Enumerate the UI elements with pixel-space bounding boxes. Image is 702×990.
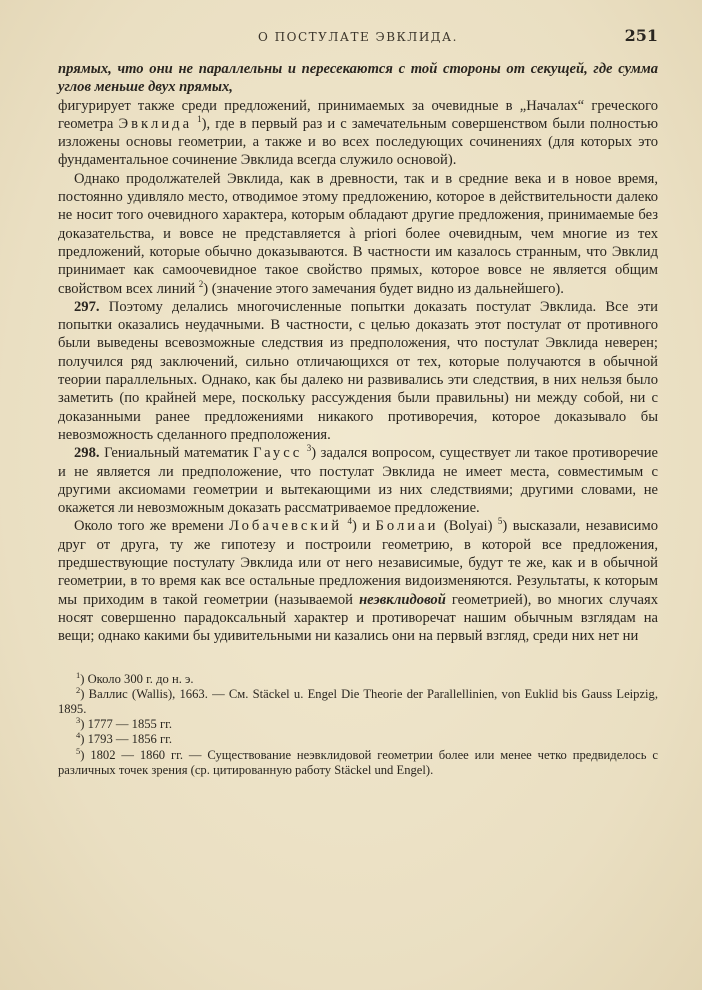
italic-lead: прямых, что они не параллельны и пересекаются с той стороны от секущей, где сумма углов меньше двух прямых, (58, 61, 658, 96)
paragraph-text: Около того же времени (74, 518, 230, 535)
footnote-mark: 5 (76, 745, 81, 756)
footnote-text: ) 1802 — 1860 гг. — Существование неэвклидовой геометрии более или менее четко предвиделось с различных точек зрения (ср. цитированную работу Stäckel und Engel). (58, 747, 658, 777)
paragraph-text: Однако продолжателей Эвклида, как в древности, так и в средние века и в новое время, постоянно удивляло место, отводимое этому предложению, которое в действительности далеко не носит того очевидного характера, которым обладают другие предложения, принимаемые без доказательства, и вовсе не представляется à priori более очевидным, чем многие из тех предложений, которые обычно доказываются. В частности им казалось странным, что Эвклид принимает как самоочевидное такое свойство прямых, которое вовсе не является общим свойством всех линий (58, 170, 658, 297)
footnote-ref[interactable]: 2 (198, 278, 204, 289)
paragraph-1 (58, 60, 658, 170)
running-head (58, 26, 658, 50)
paragraph-text: ), где в первый раз и с замечательным совершенством были полностью изложены основы геометрии, а также и во всех последующих сочинениях (для которых это фундаментальное сочинение Эвклида всегда служило основой). (58, 115, 658, 169)
paragraph-text: Поэтому делались многочисленные попытки доказать постулат Эвклида. Все эти попытки оказались неудачными. В частности, с целью доказать этот постулат от противного были выведены всевозможные следствия из предположения, что постулат Эвклида неверен; получился ряд заключений, сильно отличающихся от тех, которые получаются в обычной теории параллельных. Однако, как бы далеко ни развивались эти следствия, в них нельзя было заметить (по крайней мере, поскольку рассуждения были правильны) ни между собой, ни с доказанными ранее предложениями никакого противоречия, которое доказывало бы невозможность сделанного предположения. (58, 298, 658, 443)
page-number: 251 (624, 26, 658, 45)
footnote-ref[interactable]: 1 (197, 114, 202, 125)
footnote-text: ) Около 300 г. до н. э. (80, 671, 194, 686)
footnotes (58, 669, 658, 778)
italic-term: неэвклидовой (359, 591, 446, 608)
footnote-text: ) 1793 — 1856 гг. (80, 732, 173, 747)
running-title: О ПОСТУЛАТЕ ЭВКЛИДА. (258, 30, 458, 44)
footnote-3 (58, 714, 658, 732)
paragraph-2 (58, 170, 658, 298)
footnote-ref[interactable]: 3 (306, 443, 312, 454)
paragraph-297 (58, 298, 658, 444)
author-name: Эвклида (118, 115, 193, 132)
paragraph-text: (Bolyai) (438, 518, 498, 535)
footnote-mark: 1 (76, 669, 81, 680)
paragraph-5 (58, 517, 658, 645)
footnote-5 (58, 745, 658, 778)
author-name: Лобачевский (229, 518, 343, 535)
paragraph-text: геометрией), во многих случаях носят совершенно парадоксальный характер и противоречат нашим обычным взглядам на вещи; однако какими бы удивительными ни казались они на первый взгляд, среди них нет ни (58, 591, 658, 645)
footnote-2 (58, 684, 658, 717)
footnote-text: ) 1777 — 1855 гг. (80, 717, 173, 732)
footnote-mark: 4 (76, 730, 81, 741)
body-text (58, 60, 658, 646)
paragraph-text: ) (значение этого замечания будет видно из дальнейшего). (203, 280, 564, 297)
footnote-4 (58, 732, 658, 747)
paragraph-298 (58, 444, 658, 517)
paragraph-text: ) задался вопросом, существует ли такое противоречие и не является ли предположение, что постулат Эвклида не имеет места, совместимым с другими аксиомами геометрии и вытекающими из них следствиями; другими словами, не окажется ли невозможным доказать рассматриваемое предложение. (58, 445, 658, 517)
author-name: Гаусс (253, 445, 303, 462)
paragraph-text: ) и (351, 518, 376, 535)
author-name: Болиаи (375, 518, 439, 535)
footnote-mark: 2 (76, 684, 81, 695)
footnote-mark: 3 (76, 714, 81, 725)
footnote-1 (58, 669, 658, 687)
paragraph-text: фигурирует также среди предложений, принимаемых за очевидные в „Началах“ греческого геометра (58, 97, 658, 132)
footnote-text: ) Валлис (Wallis), 1663. — См. Stäckel u. Engel Die Theorie der Parallellinien, von Euklid bis Gauss Leipzig, 1895. (58, 686, 658, 716)
paragraph-text: ) высказали, независимо друг от друга, ту же гипотезу и построили геометрию, в которой все предложения, предшествующие постулату Эвклида или от него независимые, будут те же, как и в обычной геометрии, в то время как все остальные предложения видоизменяются. Результаты, к которым мы приходим в такой геометрии (называемой (58, 518, 658, 608)
footnote-ref[interactable]: 4 (347, 516, 352, 527)
paragraph-text: Гениальный математик (99, 445, 254, 462)
section-number: 297. (74, 298, 100, 315)
footnote-ref[interactable]: 5 (497, 516, 503, 527)
section-number: 298. (74, 445, 100, 462)
